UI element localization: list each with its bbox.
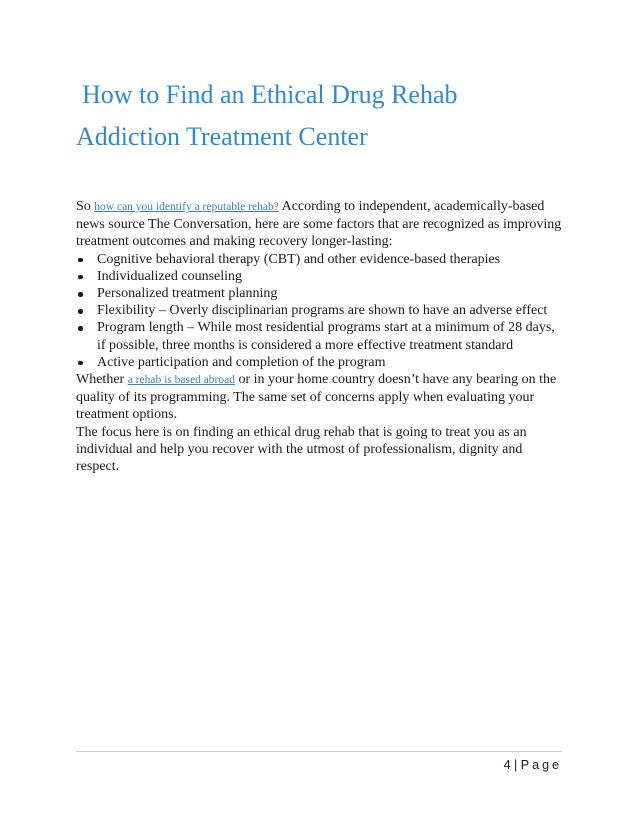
focus-paragraph: The focus here is on finding an ethical drug rehab that is going to treat you as an individual and help you recover with the utmost of professionalism, dignity and respect. [76, 424, 527, 475]
document-body [76, 198, 566, 475]
list-item: Active participation and completion of the program [76, 354, 566, 371]
factors-list [76, 251, 566, 371]
intro-paragraph [76, 198, 566, 251]
title-line-2: Addiction Treatment Center [76, 122, 368, 151]
footer-divider [76, 751, 562, 752]
list-item: Personalized treatment planning [76, 285, 566, 302]
list-item: Individualized counseling [76, 268, 566, 285]
document-title [76, 74, 576, 158]
para2-suffix: or in your home country doesn’t have any bearing on the quality of its programming. The same set of concerns apply when evaluating your treatment options. [76, 372, 557, 423]
abroad-paragraph [76, 371, 566, 424]
intro-prefix: So [76, 199, 95, 214]
list-item: Flexibility – Overly disciplinarian programs are shown to have an adverse effect [76, 302, 566, 319]
list-item: Program length – While most residential programs start at a minimum of 28 days, if possible, three months is considered a more effective treatment standard [76, 319, 566, 353]
title-line-1: How to Find an Ethical Drug Rehab [82, 80, 458, 109]
list-item: Cognitive behavioral therapy (CBT) and other evidence-based therapies [76, 251, 566, 268]
intro-suffix: According to independent, academically-based news source The Conversation, here are some factors that are recognized as improving treatment outcomes and making recovery longer-lasting: [76, 199, 562, 250]
rehab-abroad-link[interactable]: a rehab is based abroad [127, 374, 235, 387]
page-number: 4 [503, 758, 512, 772]
page-label: Page [520, 758, 562, 772]
para2-prefix: Whether [76, 372, 128, 388]
footer-separator: | [514, 758, 518, 772]
page-footer [504, 758, 562, 772]
reputable-rehab-link[interactable]: how can you identify a reputable rehab? [94, 201, 279, 213]
